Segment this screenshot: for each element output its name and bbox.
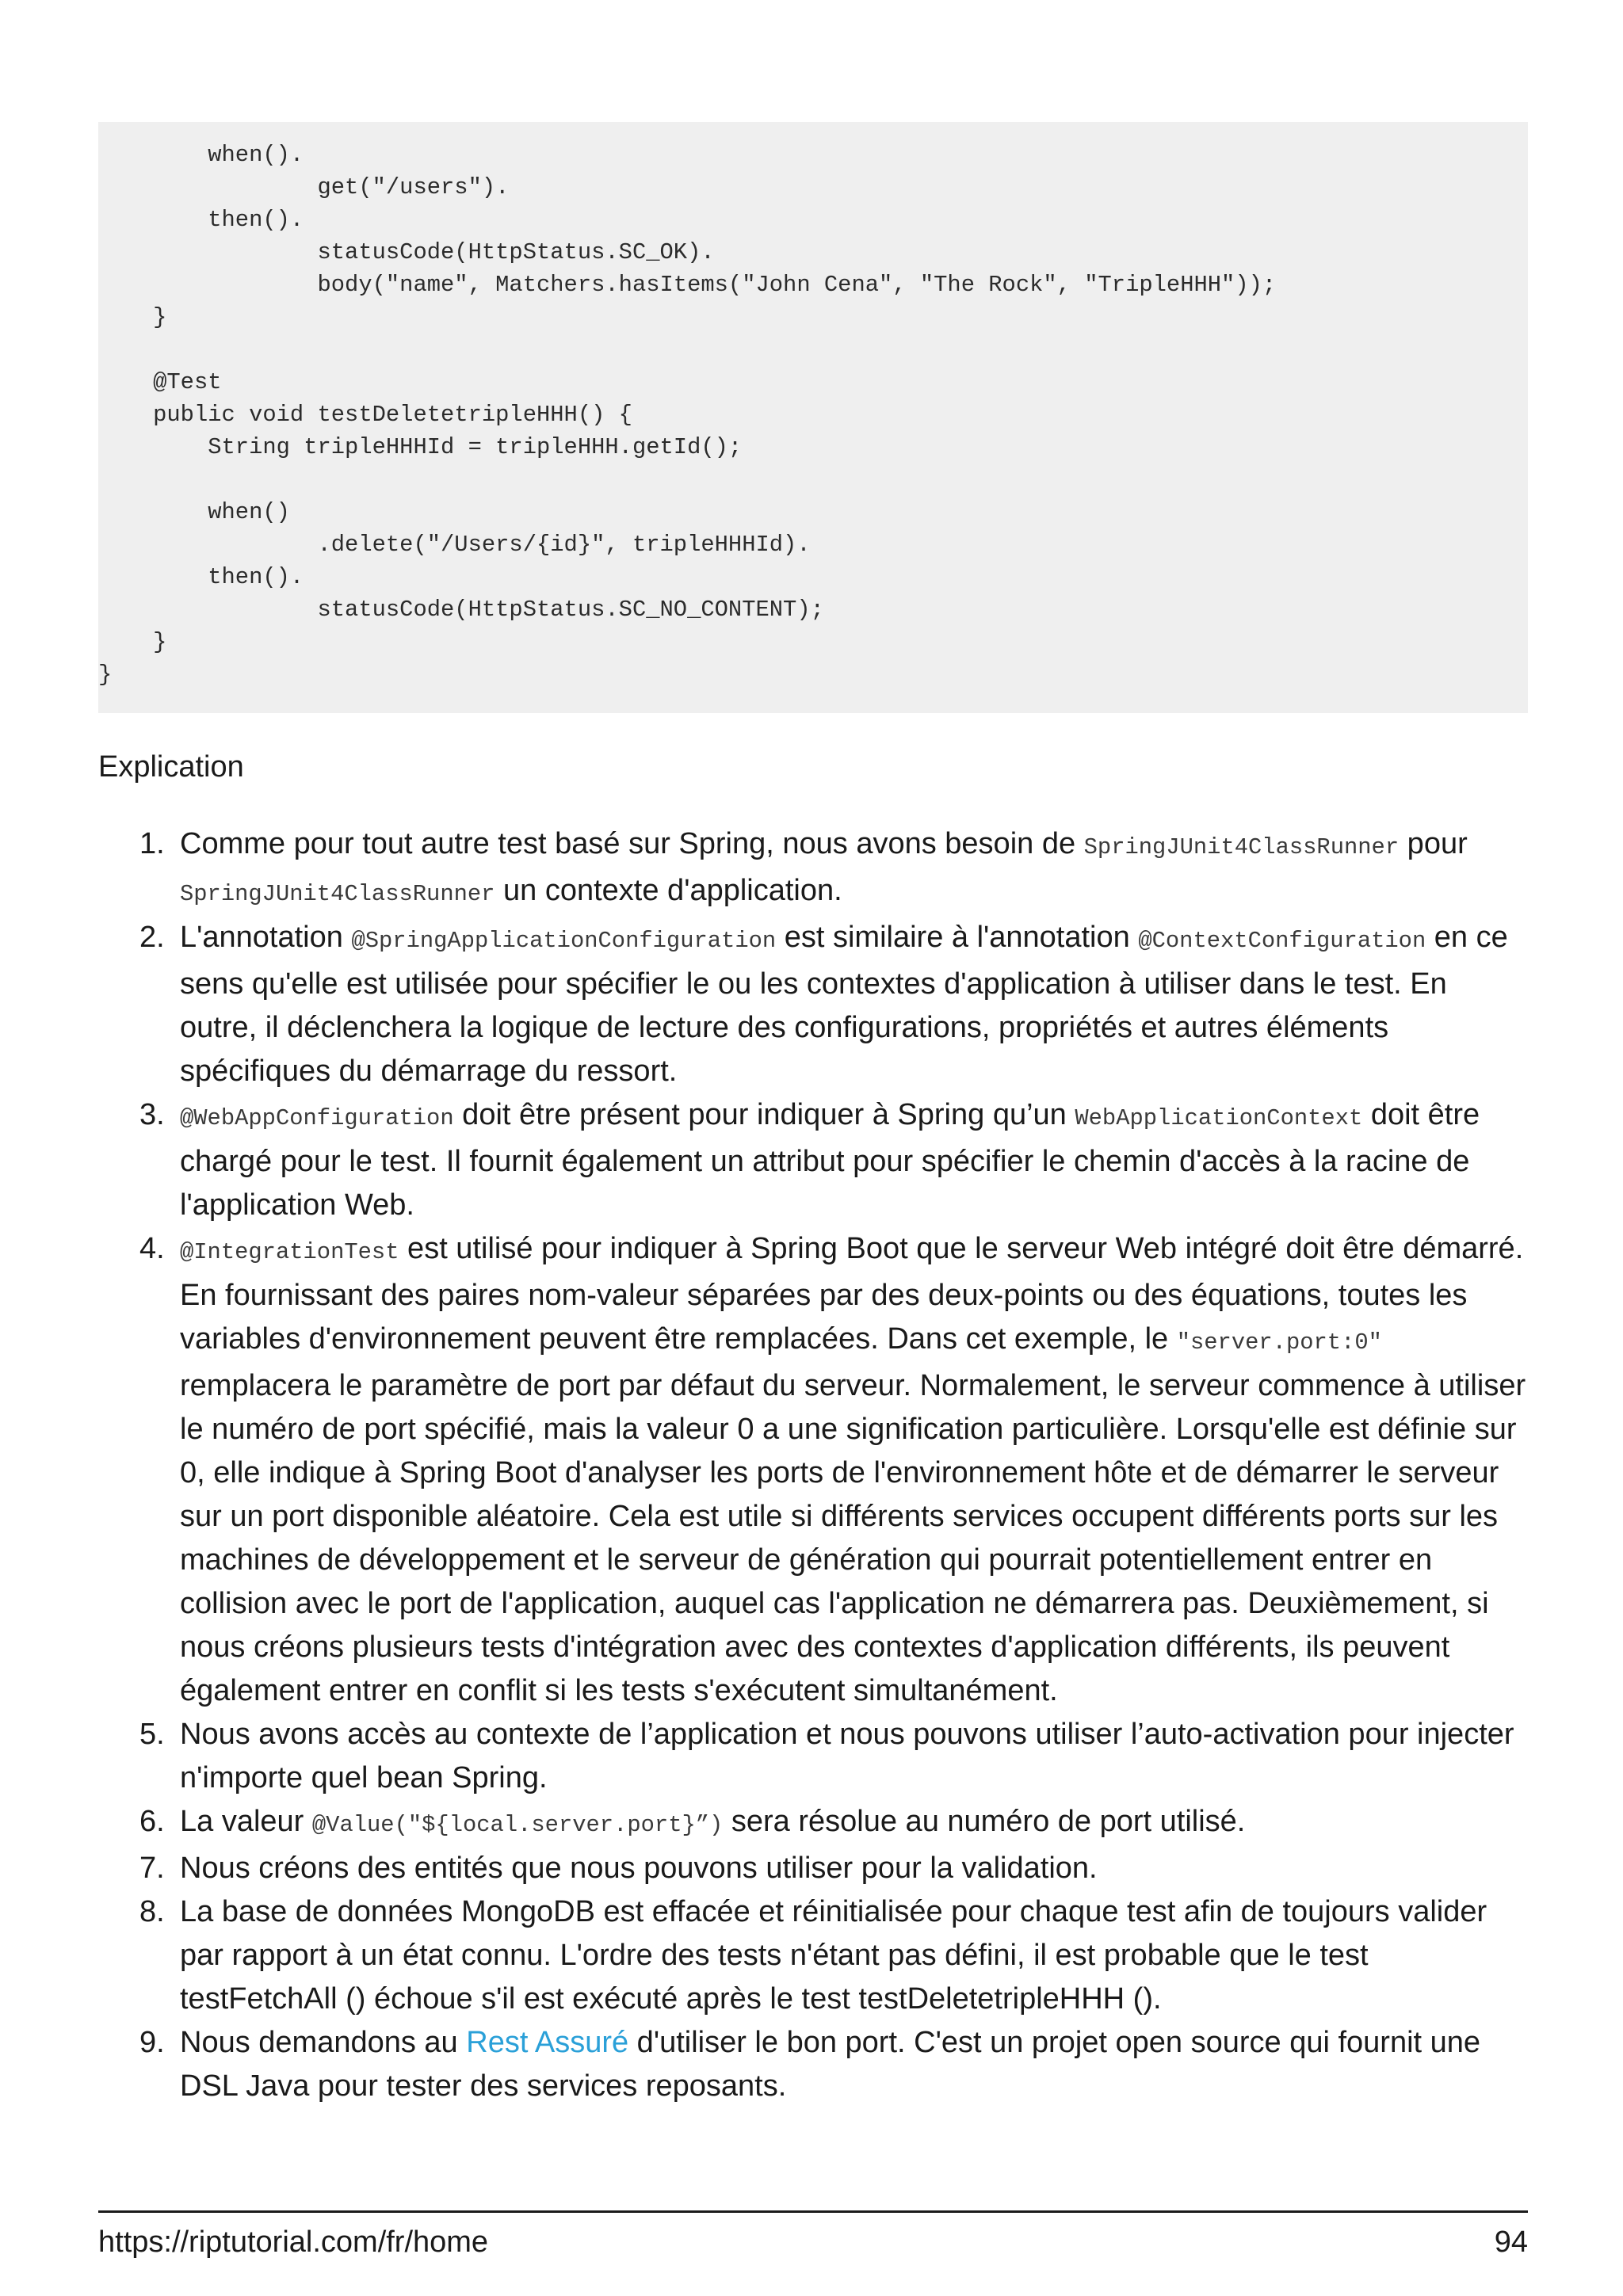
inline-code: WebApplicationContext bbox=[1075, 1105, 1363, 1131]
item-text: sera résolue au numéro de port utilisé. bbox=[723, 1805, 1246, 1838]
code-block bbox=[98, 122, 1528, 713]
inline-code: SpringJUnit4ClassRunner bbox=[1083, 834, 1400, 860]
rest-assured-link[interactable]: Rest Assuré bbox=[466, 2026, 629, 2059]
list-item bbox=[0, 2021, 1529, 2108]
list-number: 1. bbox=[139, 827, 165, 860]
inline-code: @WebAppConfiguration bbox=[180, 1105, 454, 1131]
list-item bbox=[0, 822, 1529, 916]
section-heading: Explication bbox=[98, 750, 244, 784]
footer-divider bbox=[98, 2210, 1528, 2213]
explanation-list bbox=[0, 822, 1623, 2108]
code-line: statusCode(HttpStatus.SC_OK). bbox=[98, 239, 715, 265]
list-number: 9. bbox=[139, 2026, 165, 2059]
list-item bbox=[0, 1890, 1529, 2021]
code-line: String tripleHHHId = tripleHHH.getId(); bbox=[98, 434, 743, 460]
item-text: remplacera le paramètre de port par défaut du serveur. Normalement, le serveur commence à utiliser le numéro de port spécifié, mais la valeur 0 a une signification particulière. Lorsqu'elle est définie sur 0, elle indique à Spring Boot d'analyser les ports de l'environnement hôte et de démarrer le serveur sur un port disponible aléatoire. Cela est utile si différents services occupent différents ports sur les machines de développement et le serveur de génération qui pourrait potentiellement entrer en collision avec le port de l'application, auquel cas l'application ne démarrera pas. Deuxièmement, si nous créons plusieurs tests d'intégration avec des contextes d'application différents, ils peuvent également entrer en conflit si les tests s'exécutent simultanément. bbox=[180, 1369, 1526, 1707]
list-item bbox=[0, 1227, 1529, 1713]
code-line: get("/users"). bbox=[98, 174, 510, 200]
item-text: est utilisé pour indiquer à Spring Boot que le serveur Web intégré doit être démarré. En fournissant des paires nom-valeur séparées par des deux-points ou des équations, toutes les variables d'environnement peuvent être remplacées. Dans cet exemple, le bbox=[180, 1232, 1524, 1356]
code-line: when(). bbox=[98, 142, 304, 168]
item-text: La base de données MongoDB est effacée et réinitialisée pour chaque test afin de toujours valider par rapport à un état connu. L'ordre des tests n'étant pas défini, il est probable que le test testFetchAll () échoue s'il est exécuté après le test testDeletetripleHHH (). bbox=[180, 1895, 1487, 2016]
list-item bbox=[0, 1093, 1529, 1227]
item-text: L'annotation bbox=[180, 921, 352, 954]
code-line: } bbox=[98, 662, 113, 688]
list-item bbox=[0, 1847, 1529, 1890]
inline-code: @IntegrationTest bbox=[180, 1239, 399, 1265]
code-line: when() bbox=[98, 499, 290, 525]
code-line: public void testDeletetripleHHH() { bbox=[98, 402, 632, 428]
item-text: Nous demandons au bbox=[180, 2026, 467, 2059]
list-number: 6. bbox=[139, 1805, 165, 1838]
item-text: doit être présent pour indiquer à Spring qu’un bbox=[453, 1098, 1075, 1131]
item-text: en ce sens qu'elle est utilisée pour spécifier le ou les contextes d'application à utiliser dans le test. En outre, il déclenchera la logique de lecture des configurations, propriétés et autres éléments spécifiques du démarrage du ressort. bbox=[180, 921, 1508, 1088]
list-item bbox=[0, 1713, 1529, 1800]
list-number: 4. bbox=[139, 1232, 165, 1265]
inline-code: "server.port:0" bbox=[1176, 1329, 1382, 1356]
list-number: 2. bbox=[139, 921, 165, 954]
page-number: 94 bbox=[1494, 2225, 1528, 2259]
inline-code: @SpringApplicationConfiguration bbox=[351, 928, 777, 954]
code-line: statusCode(HttpStatus.SC_NO_CONTENT); bbox=[98, 597, 824, 623]
code-line: body("name", Matchers.hasItems("John Cena", "The Rock", "TripleHHH")); bbox=[98, 272, 1277, 298]
code-line: then(). bbox=[98, 207, 304, 233]
item-text: un contexte d'application. bbox=[495, 874, 842, 907]
list-item bbox=[0, 1800, 1529, 1847]
list-number: 7. bbox=[139, 1852, 165, 1885]
list-number: 8. bbox=[139, 1895, 165, 1928]
footer-url: https://riptutorial.com/fr/home bbox=[98, 2225, 489, 2259]
inline-code: SpringJUnit4ClassRunner bbox=[180, 881, 495, 907]
code-line: .delete("/Users/{id}", tripleHHHId). bbox=[98, 532, 811, 558]
list-number: 5. bbox=[139, 1718, 165, 1751]
item-text: Comme pour tout autre test basé sur Spring, nous avons besoin de bbox=[180, 827, 1084, 860]
item-text: La valeur bbox=[180, 1805, 312, 1838]
list-number: 3. bbox=[139, 1098, 165, 1131]
code-line: @Test bbox=[98, 369, 222, 395]
item-text: est similaire à l'annotation bbox=[776, 921, 1139, 954]
code-line: } bbox=[98, 304, 167, 330]
item-text: Nous créons des entités que nous pouvons utiliser pour la validation. bbox=[180, 1852, 1098, 1885]
inline-code: @ContextConfiguration bbox=[1138, 928, 1426, 954]
inline-code: @Value("${local.server.port}”) bbox=[311, 1812, 724, 1838]
item-text: doit être chargé pour le test. Il fournit également un attribut pour spécifier le chemin d'accès à la racine de l'application Web. bbox=[180, 1098, 1480, 1222]
item-text: d'utiliser le bon port. C'est un projet open source qui fournit une DSL Java pour tester des services reposants. bbox=[180, 2026, 1481, 2103]
item-text: Nous avons accès au contexte de l’application et nous pouvons utiliser l’auto-activation pour injecter n'importe quel bean Spring. bbox=[180, 1718, 1514, 1794]
list-item bbox=[0, 916, 1529, 1093]
item-text: pour bbox=[1399, 827, 1468, 860]
code-line: then(). bbox=[98, 564, 304, 590]
code-line: } bbox=[98, 629, 167, 655]
